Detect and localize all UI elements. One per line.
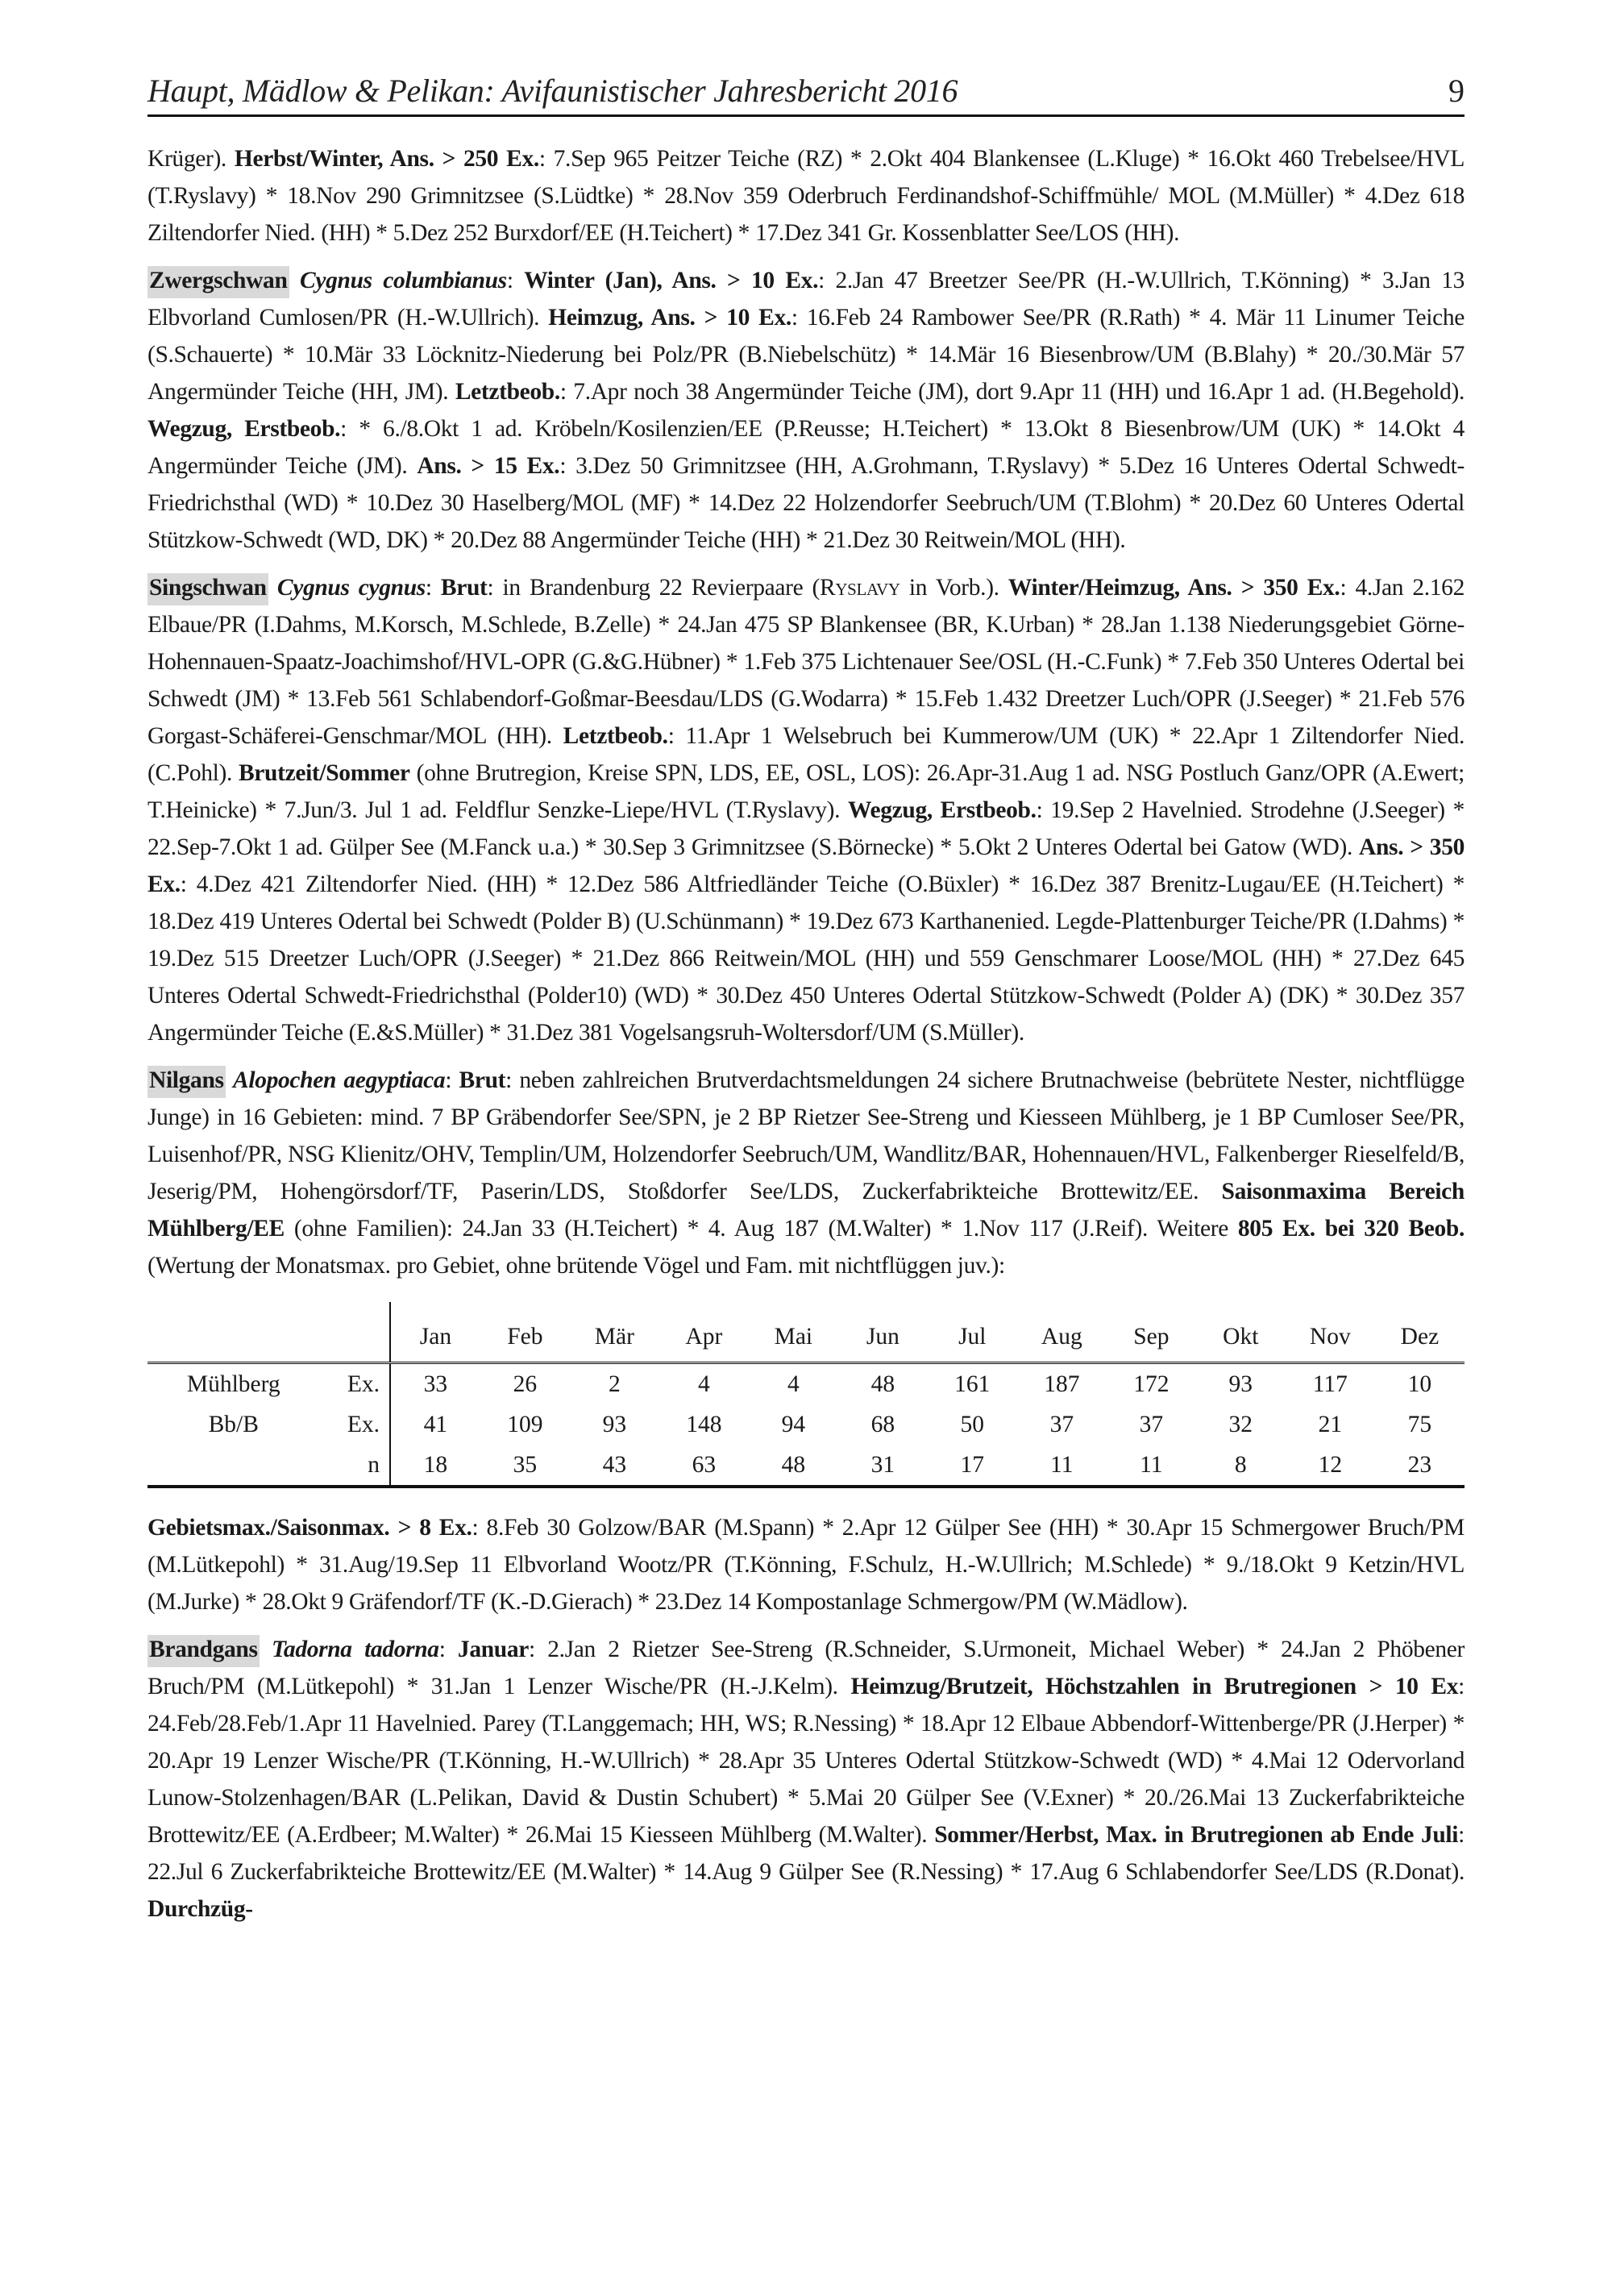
text-run: : 11.Apr 1 Welsebruch bei Kummerow/UM (UK) * 22.Apr 1 Ziltendorfer Nied. (C.Pohl).: [147, 723, 1465, 786]
bold-heading: Heimzug, Ans. > 10 Ex.: [548, 305, 791, 331]
month-header: Apr: [685, 1323, 723, 1350]
row-unit: Ex.: [320, 1404, 390, 1445]
table-cell: 148: [686, 1411, 722, 1437]
text-run: : 8.Feb 30 Golzow/BAR (M.Spann) * 2.Apr 12 Gülper See (HH) * 30.Apr 15 Schmergower Bruch/PM (M.Lütkepohl) * 31.Aug/19.Sep 11 Elbvorland Wootz/PR (T.Könning, F.Schulz, H.-W.Ullrich; M.Schlede) * 9./18.Okt 9 Ketzin/HVL (M.Jurke) * 28.Okt 9 Gräfendorf/TF (K.-D.Gierach) * 23.Dez 14 Kompostanlage Schmergow/PM (W.Mädlow).: [147, 1515, 1465, 1615]
table-cell: 2: [608, 1371, 621, 1397]
table-cell: 23: [1407, 1451, 1432, 1478]
month-header: Jan: [419, 1323, 452, 1350]
text-run: : 4.Dez 421 Ziltendorfer Nied. (HH) * 12.Dez 586 Altfriedländer Teiche (O.Büxler) * 16.Dez 387 Brenitz-Lugau/EE (H.Teichert) * 18.Dez 419 Unteres Odertal bei Schwedt (Polder B) (U.Schünmann) * 19.Dez 673 Karthanenied. Legde-Plattenburger Teiche/PR (I.Dahms) * 19.Dez 515 Dreetzer Luch/OPR (J.Seeger) * 21.Dez 866 Reitwein/MOL (HH) und 559 Genschmarer Loose/MOL (HH) * 27.Dez 645 Unteres Odertal Schwedt-Friedrichsthal (Polder10) (WD) * 30.Dez 450 Unteres Odertal Stützkow-Schwedt (Polder A) (DK) * 30.Dez 357 Angermünder Teiche (E.&S.Müller) * 31.Dez 381 Vogelsangsruh-Woltersdorf/UM (S.Müller).: [147, 871, 1465, 1046]
bold-heading: Winter/Heimzug, Ans. > 350 Ex.: [1008, 575, 1340, 601]
text-run: (ohne Familien): 24.Jan 33 (H.Teichert) * 4. Aug 187 (M.Walter) * 1.Nov 117 (J.Reif). Weitere: [284, 1216, 1238, 1242]
text-run: : 24.Feb/28.Feb/1.Apr 11 Havelnied. Parey (T.Langgemach; HH, WS; R.Nessing) * 18.Apr 12 Elbaue Abbendorf-Wittenberge/PR (J.Herper) * 20.Apr 19 Lenzer Wische/PR (T.Könning, H.-W.Ullrich) * 28.Apr 35 Unteres Odertal Stützkow-Schwedt (WD) * 4.Mai 12 Odervorland Lunow-Stolzenhagen/BAR (L.Pelikan, David & Dustin Schubert) * 5.Mai 20 Gülper See (V.Exner) * 20./26.Mai 13 Zuckerfabrikteiche Brottewitz/EE (A.Erdbeer; M.Walter) * 26.Mai 15 Kiesseen Mühlberg (M.Walter).: [147, 1674, 1465, 1848]
text-run: : 3.Dez 50 Grimnitzsee (HH, A.Grohmann, T.Ryslavy) * 5.Dez 16 Unteres Odertal Schwedt-Friedrichsthal (WD) * 10.Dez 30 Haselberg/MOL (MF) * 14.Dez 22 Holzendorfer Seebruch/UM (T.Blohm) * 20.Dez 60 Unteres Odertal Stützkow-Schwedt (WD, DK) * 20.Dez 88 Angermünder Teiche (HH) * 21.Dez 30 Reitwein/MOL (HH).: [147, 453, 1465, 553]
month-header: Dez: [1400, 1323, 1440, 1350]
table-cell: 48: [781, 1451, 806, 1478]
row-label: Mühlberg: [186, 1371, 280, 1397]
running-header: [147, 63, 1465, 117]
table-cell: 43: [602, 1451, 627, 1478]
bold-heading: Januar: [457, 1637, 529, 1662]
bold-heading: Brutzeit/Sommer: [238, 760, 410, 786]
table-cell: 93: [602, 1411, 627, 1437]
table-cell: 63: [692, 1451, 717, 1478]
species-name-highlight: Nilgans: [147, 1066, 226, 1098]
bold-heading: Wegzug, Erstbeob.: [847, 797, 1037, 823]
bold-heading: 805 Ex. bei 320 Beob.: [1237, 1216, 1465, 1242]
running-title: Haupt, Mädlow & Pelikan: Avifaunistischer Jahresbericht 2016: [147, 73, 958, 109]
table-corner: [147, 1302, 320, 1363]
table-cell: 172: [1133, 1371, 1170, 1397]
text-run: : in Brandenburg 22 Revierpaare (: [487, 575, 820, 601]
bold-heading: Durchzüg-: [147, 1896, 253, 1922]
bold-heading: Heimzug/Brutzeit, Höchstzahlen in Brutregionen > 10 Ex: [850, 1674, 1459, 1699]
bold-heading: Herbst/Winter, Ans. > 250 Ex.: [234, 146, 539, 172]
paragraph-zwergschwan: [147, 262, 1465, 559]
text-run: in Vorb.).: [899, 575, 1008, 601]
table-cell: 4: [698, 1371, 710, 1397]
paragraph-singschwan: [147, 569, 1465, 1051]
table-header-row: [147, 1302, 1465, 1363]
table-cell: 32: [1228, 1411, 1253, 1437]
bold-heading: Ans. > 15 Ex.: [417, 453, 560, 479]
bold-heading: Saisonmaxima Bereich Mühlberg/EE: [147, 1179, 1465, 1242]
table-row: [147, 1445, 1465, 1487]
article-body: [147, 140, 1465, 1938]
table-cell: 94: [781, 1411, 806, 1437]
scientific-name: Alopochen aegyptiaca: [233, 1067, 446, 1093]
bold-heading: Sommer/Herbst, Max. in Brutregionen ab Ende Juli: [934, 1822, 1459, 1848]
scientific-name: Tadorna tadorna: [271, 1637, 439, 1662]
text-run: : 16.Feb 24 Rambower See/PR (R.Rath) * 4. Mär 11 Linumer Teiche (S.Schauerte) * 10.Mär 33 Löcknitz-Niederung bei Polz/PR (B.Niebelschütz) * 14.Mär 16 Biesenbrow/UM (B.Blahy) * 20./30.Mär 57 Angermünder Teiche (HH, JM).: [147, 305, 1465, 405]
month-header: Mai: [774, 1323, 813, 1350]
month-header: Nov: [1309, 1323, 1351, 1350]
table-cell: 117: [1312, 1371, 1348, 1397]
text-run: (ohne Brutregion, Kreise SPN, LDS, EE, OSL, LOS): 26.Apr-31.Aug 1 ad. NSG Postluch Ganz/OPR (A.Ewert; T.Heinicke) * 7.Jun/3. Jul 1 ad. Feldflur Senzke-Liepe/HVL (T.Ryslavy).: [147, 760, 1465, 823]
author-citation: Ryslavy: [820, 575, 900, 601]
table-cell: 12: [1318, 1451, 1343, 1478]
table-cell: 109: [507, 1411, 543, 1437]
table-row: [147, 1363, 1465, 1405]
text-run: : 4.Jan 2.162 Elbaue/PR (I.Dahms, M.Korsch, M.Schlede, B.Zelle) * 24.Jan 475 SP Blankensee (BR, K.Urban) * 28.Jan 1.138 Niederungsgebiet Görne-Hohennauen-Spaatz-Joachimshof/HVL-OPR (G.&G.Hübner) * 1.Feb 375 Lichtenauer See/OSL (H.-C.Funk) * 7.Feb 350 Unteres Odertal bei Schwedt (JM) * 13.Feb 561 Schlabendorf-Goßmar-Beesdau/LDS (G.Wodarra) * 15.Feb 1.432 Dreetzer Luch/OPR (J.Seeger) * 21.Feb 576 Gorgast-Schäferei-Genschmar/MOL (HH).: [147, 575, 1465, 749]
text-run: :: [445, 1067, 459, 1093]
text-run: Krüger).: [147, 146, 235, 172]
table-cell: 37: [1139, 1411, 1164, 1437]
text-run: :: [425, 575, 441, 601]
table-cell: 26: [513, 1371, 538, 1397]
table-cell: 31: [870, 1451, 895, 1478]
text-run: [226, 1067, 233, 1093]
table-body: [147, 1363, 1465, 1487]
table-cell: 11: [1050, 1451, 1074, 1478]
month-header: Feb: [507, 1323, 543, 1350]
table-cell: 37: [1049, 1411, 1074, 1437]
row-label: Bb/B: [208, 1411, 259, 1437]
table-cell: 33: [423, 1371, 448, 1397]
text-run: :: [438, 1637, 458, 1662]
monthly-maxima-table: [147, 1302, 1465, 1488]
month-header: Aug: [1041, 1323, 1082, 1350]
paragraph-gebietsmax: [147, 1509, 1465, 1620]
table-cell: 35: [513, 1451, 538, 1478]
table-cell: 10: [1407, 1371, 1432, 1397]
page-number: 9: [1448, 73, 1465, 109]
bold-heading: Letztbeob.: [455, 379, 560, 405]
table-row: [147, 1404, 1465, 1445]
month-header: Jun: [866, 1323, 899, 1350]
bold-heading: Gebietsmax./Saisonmax. > 8 Ex.: [147, 1515, 472, 1541]
text-run: [289, 268, 301, 293]
month-header: Sep: [1133, 1323, 1170, 1350]
table-cell: 11: [1140, 1451, 1163, 1478]
paragraph-brandgans: [147, 1631, 1465, 1928]
row-unit: n: [320, 1445, 390, 1487]
month-header: Okt: [1223, 1323, 1259, 1350]
text-run: (Wertung der Monatsmax. pro Gebiet, ohne brütende Vögel und Fam. mit nichtflüggen juv.):: [147, 1253, 1005, 1279]
text-run: : 7.Sep 965 Peitzer Teiche (RZ) * 2.Okt 404 Blankensee (L.Kluge) * 16.Okt 460 Trebelsee/HVL (T.Ryslavy) * 18.Nov 290 Grimnitzsee (S.Lüdtke) * 28.Nov 359 Oderbruch Ferdinandshof-Schiffmühle/ MOL (M.Müller) * 4.Dez 618 Ziltendorfer Nied. (HH) * 5.Dez 252 Burxdorf/EE (H.Teichert) * 17.Dez 341 Gr. Kossenblatter See/LOS (HH).: [147, 146, 1465, 246]
table-cell: 93: [1228, 1371, 1253, 1397]
table-cell: 48: [870, 1371, 895, 1397]
table-corner-unit: [320, 1302, 390, 1363]
species-name-highlight: Zwergschwan: [147, 266, 289, 298]
row-label: [147, 1445, 320, 1487]
table-cell: 4: [787, 1371, 800, 1397]
bold-heading: Wegzug, Erstbeob.: [147, 416, 341, 442]
text-run: [260, 1637, 272, 1662]
species-name-highlight: Singschwan: [147, 573, 268, 605]
table-cell: 68: [870, 1411, 895, 1437]
bold-heading: Winter (Jan), Ans. > 10 Ex.: [524, 268, 819, 293]
table-cell: 187: [1044, 1371, 1080, 1397]
text-run: : * 6./8.Okt 1 ad. Kröbeln/Kosilenzien/EE (P.Reusse; H.Teichert) * 13.Okt 8 Biesenbrow/UM (UK) * 14.Okt 4 Angermünder Teiche (JM).: [147, 416, 1465, 479]
bold-heading: Brut: [440, 575, 488, 601]
text-run: : 2.Jan 47 Breetzer See/PR (H.-W.Ullrich, T.Könning) * 3.Jan 13 Elbvorland Cumlosen/PR (H.-W.Ullrich).: [147, 268, 1465, 331]
text-run: : 7.Apr noch 38 Angermünder Teiche (JM), dort 9.Apr 11 (HH) und 16.Apr 1 ad. (H.Begehold).: [559, 379, 1465, 405]
table-cell: 75: [1407, 1411, 1432, 1437]
text-run: : 19.Sep 2 Havelnied. Strodehne (J.Seeger) * 22.Sep-7.Okt 1 ad. Gülper See (M.Fanck u.a.) * 30.Sep 3 Grimnitzsee (S.Börnecke) * 5.Okt 2 Unteres Odertal bei Gatow (WD).: [147, 797, 1465, 860]
scientific-name: Cygnus columbianus: [300, 268, 507, 293]
row-unit: Ex.: [320, 1363, 390, 1405]
table-cell: 21: [1318, 1411, 1343, 1437]
table-cell: 8: [1234, 1451, 1247, 1478]
scientific-name: Cygnus cygnus: [276, 575, 426, 601]
species-name-highlight: Brandgans: [147, 1635, 260, 1667]
table-cell: 17: [960, 1451, 985, 1478]
table-cell: 41: [423, 1411, 448, 1437]
month-header: Jul: [958, 1323, 987, 1350]
text-run: : 2.Jan 2 Rietzer See-Streng (R.Schneider, S.Urmoneit, Michael Weber) * 24.Jan 2 Phöbener Bruch/PM (M.Lütkepohl) * 31.Jan 1 Lenzer Wische/PR (H.-J.Kelm).: [147, 1637, 1465, 1699]
table-cell: 18: [423, 1451, 448, 1478]
bold-heading: Letztbeob.: [563, 723, 668, 749]
paragraph-nilgans: [147, 1062, 1465, 1284]
paragraph-hoeckerschwan-continued: [147, 140, 1465, 252]
bold-heading: Ans. > 350 Ex.: [147, 834, 1465, 897]
text-run: :: [506, 268, 525, 293]
table-cell: 161: [954, 1371, 991, 1397]
text-run: : neben zahlreichen Brutverdachtsmeldungen 24 sichere Brutnachweise (bebrütete Nester, nichtflügge Junge) in 16 Gebieten: mind. 7 BP Gräbendorfer See/SPN, je 2 BP Rietzer See-Streng und Kiesseen Mühlberg, je 1 BP Cumloser See/PR, Luisenhof/PR, NSG Klienitz/OHV, Templin/UM, Holzendorfer Seebruch/UM, Wandlitz/BAR, Hohennauen/HVL, Falkenberger Rieselfeld/B, Jeserig/PM, Hohengörsdorf/TF, Paserin/LDS, Stoßdorfer See/LDS, Zuckerfabrikteiche Brottewitz/EE.: [147, 1067, 1465, 1204]
text-run: [268, 575, 277, 601]
month-header: Mär: [594, 1323, 634, 1350]
bold-heading: Brut: [459, 1067, 506, 1093]
table-cell: 50: [960, 1411, 985, 1437]
text-run: : 22.Jul 6 Zuckerfabrikteiche Brottewitz/EE (M.Walter) * 14.Aug 9 Gülper See (R.Nessing) * 17.Aug 6 Schlabendorfer See/LDS (R.Donat).: [147, 1822, 1465, 1885]
